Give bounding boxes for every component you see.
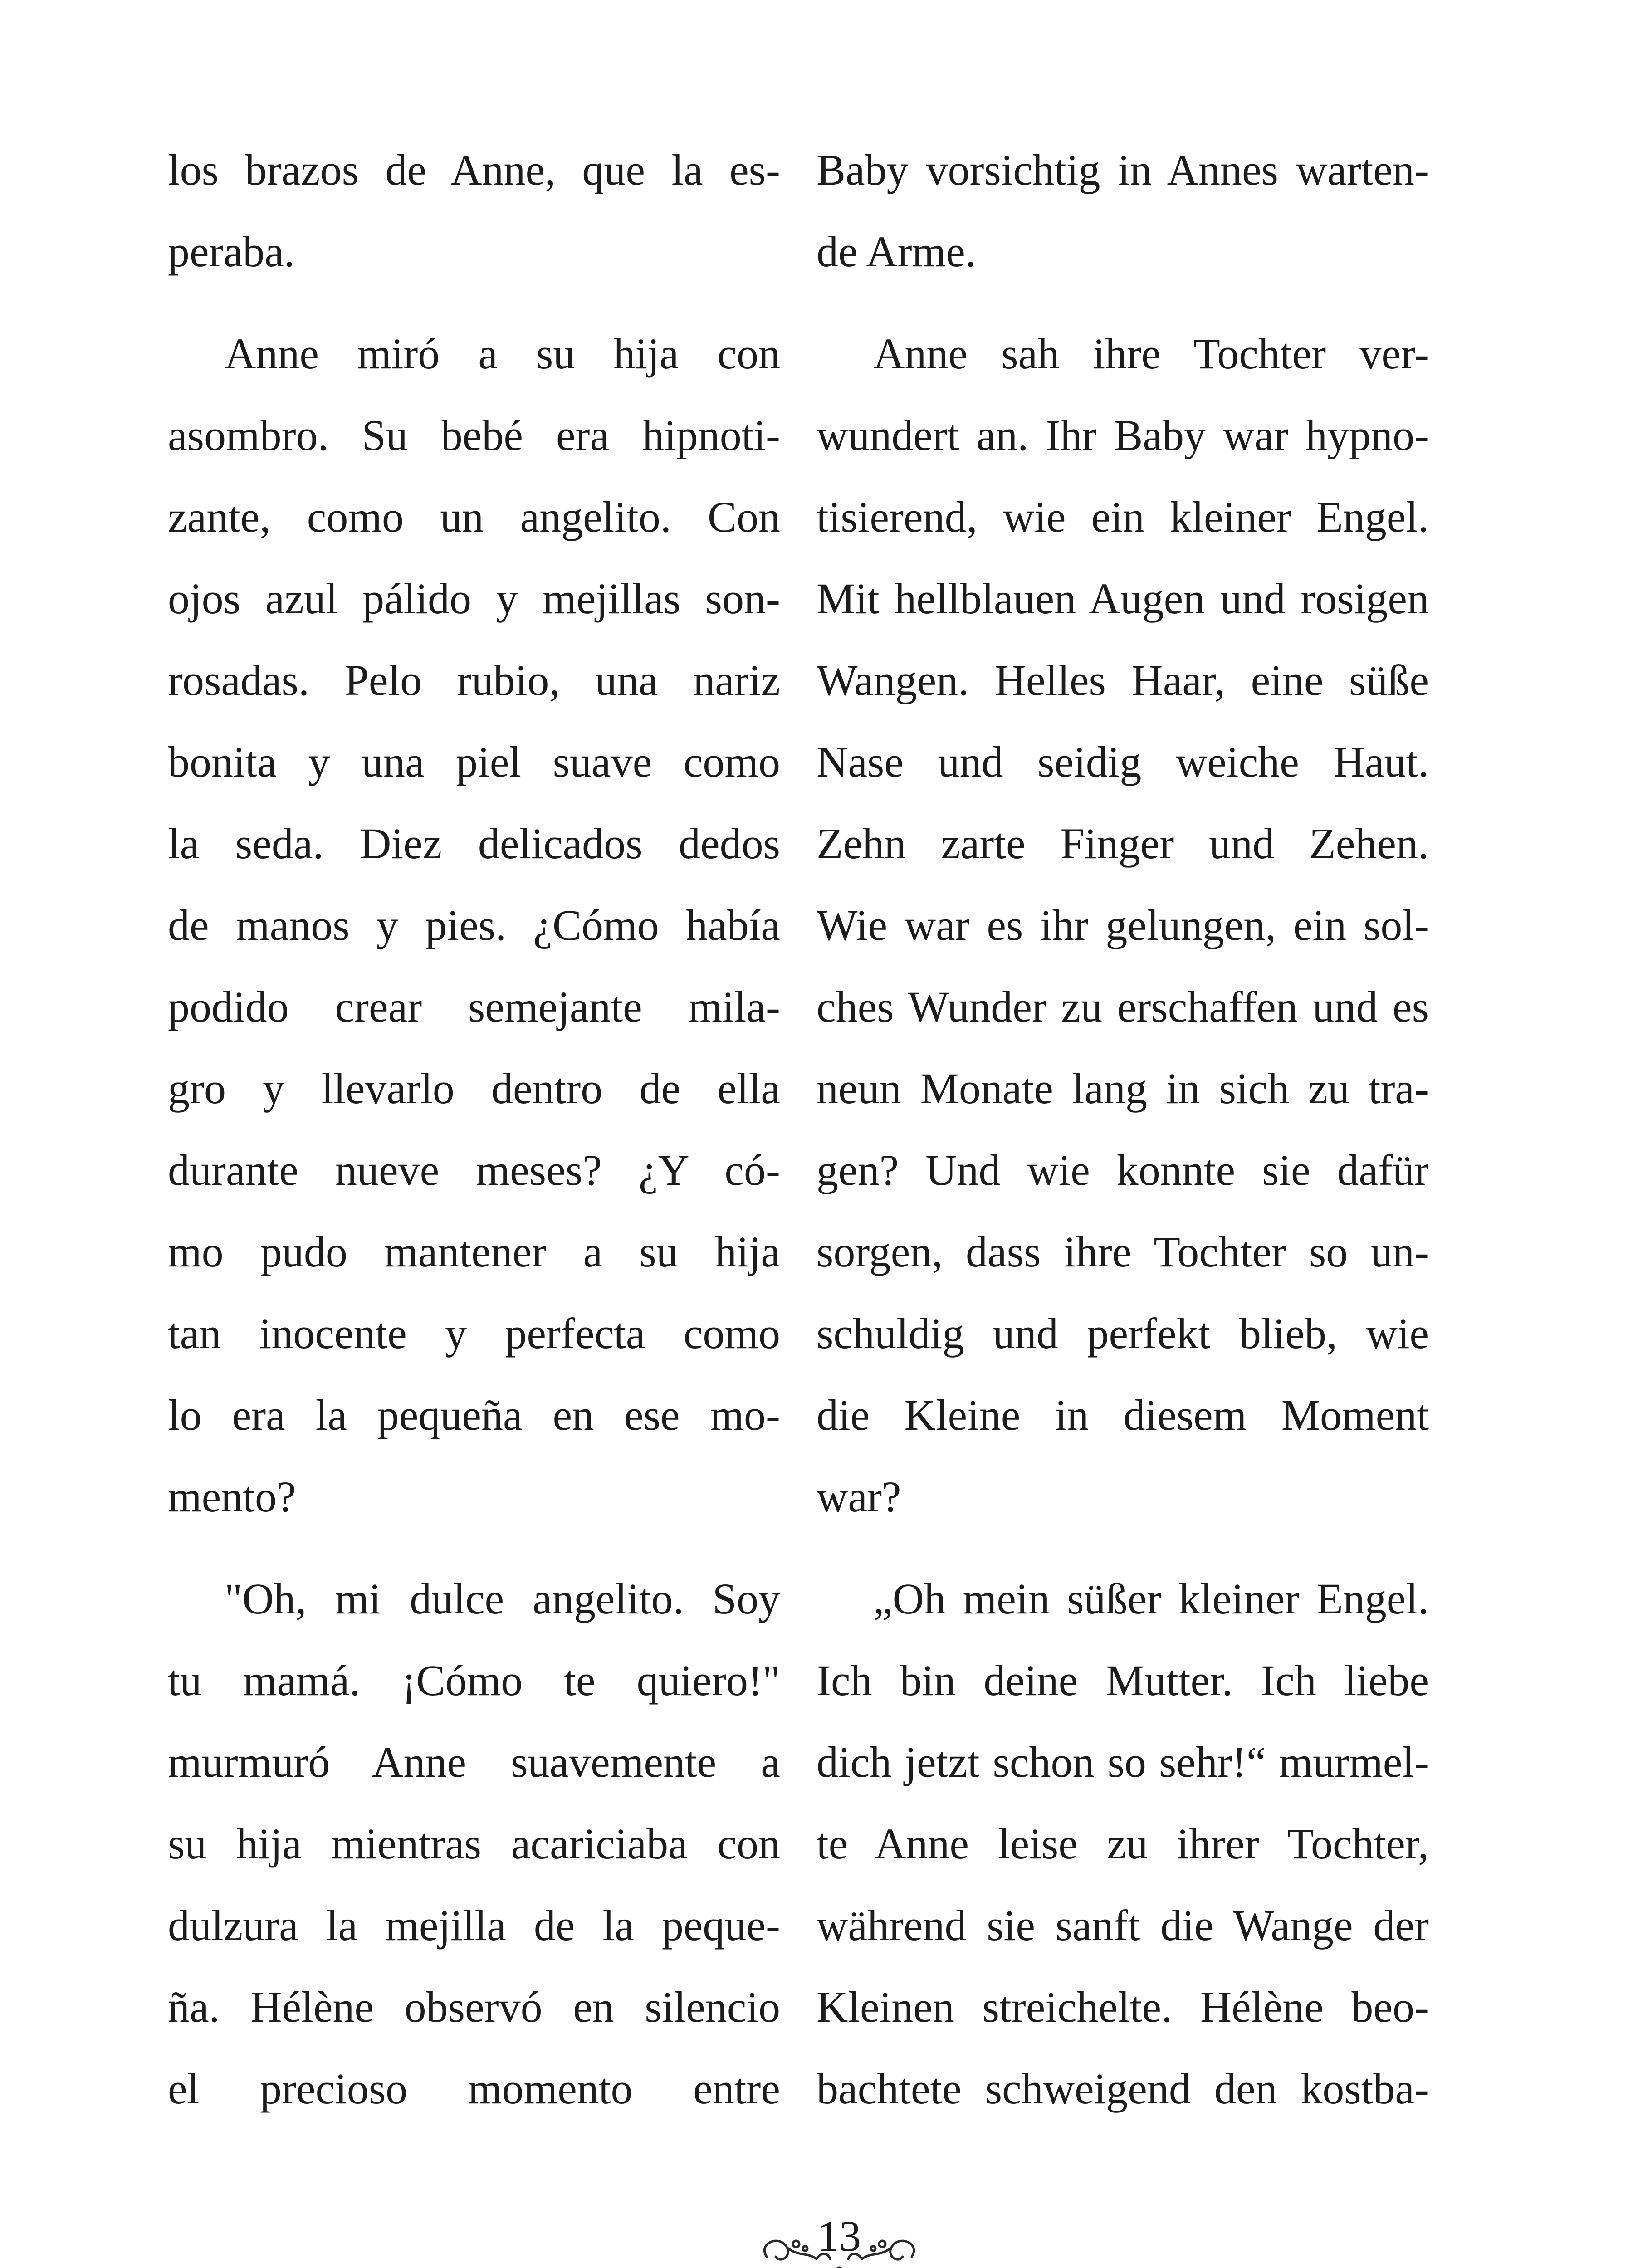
text-line: ches Wunder zu erschaffen und es	[816, 982, 1429, 1031]
text-line: Nase und seidig weiche Haut.	[816, 738, 1429, 786]
text-line: durante nueve meses? ¿Y có-	[168, 1146, 780, 1194]
text-line: schuldig und perfekt blieb, wie	[816, 1309, 1429, 1358]
text-line: su hija mientras acariciaba con	[168, 1819, 780, 1868]
text-line: wundert an. Ihr Baby war hypno-	[816, 411, 1429, 459]
paragraph-gap	[168, 293, 780, 313]
text-line: dich jetzt schon so sehr!“ murmel-	[816, 1738, 1429, 1786]
spanish-text-column	[168, 129, 780, 2130]
text-line: de Arme.	[816, 227, 976, 276]
text-line: asombro. Su bebé era hipnoti-	[168, 411, 780, 459]
text-line: rosadas. Pelo rubio, una nariz	[168, 656, 780, 704]
text-line: „Oh mein süßer kleiner Engel.	[873, 1574, 1429, 1623]
text-line: mo pudo mantener a su hija	[168, 1227, 780, 1276]
text-line: Wangen. Helles Haar, eine süße	[816, 656, 1429, 704]
text-line: tu mamá. ¡Cómo te quiero!"	[168, 1656, 780, 1705]
text-line: dulzura la mejilla de la peque-	[168, 1901, 780, 1950]
text-line: lo era la pequeña en ese mo-	[168, 1391, 780, 1439]
text-line: mento?	[168, 1472, 296, 1521]
german-text-column	[816, 129, 1429, 2130]
paragraph-gap	[168, 1538, 780, 1558]
text-line: Anne sah ihre Tochter ver-	[873, 329, 1429, 378]
text-line: podido crear semejante mila-	[168, 982, 780, 1031]
text-line: Ich bin deine Mutter. Ich liebe	[816, 1656, 1429, 1705]
paragraph-gap	[816, 1538, 1429, 1558]
text-line: Zehn zarte Finger und Zehen.	[816, 819, 1429, 868]
text-line: peraba.	[168, 227, 295, 276]
text-line: te Anne leise zu ihrer Tochter,	[816, 1819, 1429, 1868]
text-line: die Kleine in diesem Moment	[816, 1391, 1429, 1439]
text-line: sorgen, dass ihre Tochter so un-	[816, 1227, 1429, 1276]
text-line: los brazos de Anne, que la es-	[168, 146, 780, 194]
paragraph-gap	[816, 293, 1429, 313]
text-line: gen? Und wie konnte sie dafür	[816, 1146, 1429, 1194]
text-line: de manos y pies. ¿Cómo había	[168, 901, 780, 949]
text-line: während sie sanft die Wange der	[816, 1901, 1429, 1950]
text-line: zante, como un angelito. Con	[168, 493, 780, 541]
text-line: Baby vorsichtig in Annes warten-	[816, 146, 1429, 194]
text-line: Anne miró a su hija con	[225, 329, 780, 378]
text-line: "Oh, mi dulce angelito. Soy	[225, 1574, 780, 1623]
text-line: Kleinen streichelte. Hélène beo-	[816, 1983, 1429, 2031]
text-line: la seda. Diez delicados dedos	[168, 819, 780, 868]
text-line: gro y llevarlo dentro de ella	[168, 1064, 780, 1113]
text-line: bachtete schweigend den kostba-	[816, 2064, 1429, 2113]
text-line: Wie war es ihr gelungen, ein sol-	[816, 901, 1429, 949]
text-line: war?	[816, 1472, 901, 1521]
text-line: tan inocente y perfecta como	[168, 1309, 780, 1358]
text-line: ojos azul pálido y mejillas son-	[168, 574, 780, 623]
text-line: bonita y una piel suave como	[168, 738, 780, 786]
text-line: neun Monate lang in sich zu tra-	[816, 1064, 1429, 1113]
page-number: 13	[817, 2212, 861, 2260]
text-line: murmuró Anne suavemente a	[168, 1738, 780, 1786]
page-footer	[748, 2211, 930, 2268]
text-line: el precioso momento entre	[168, 2064, 780, 2113]
text-line: tisierend, wie ein kleiner Engel.	[816, 493, 1429, 541]
text-line: Mit hellblauen Augen und rosigen	[816, 574, 1429, 623]
text-line: ña. Hélène observó en silencio	[168, 1983, 780, 2031]
